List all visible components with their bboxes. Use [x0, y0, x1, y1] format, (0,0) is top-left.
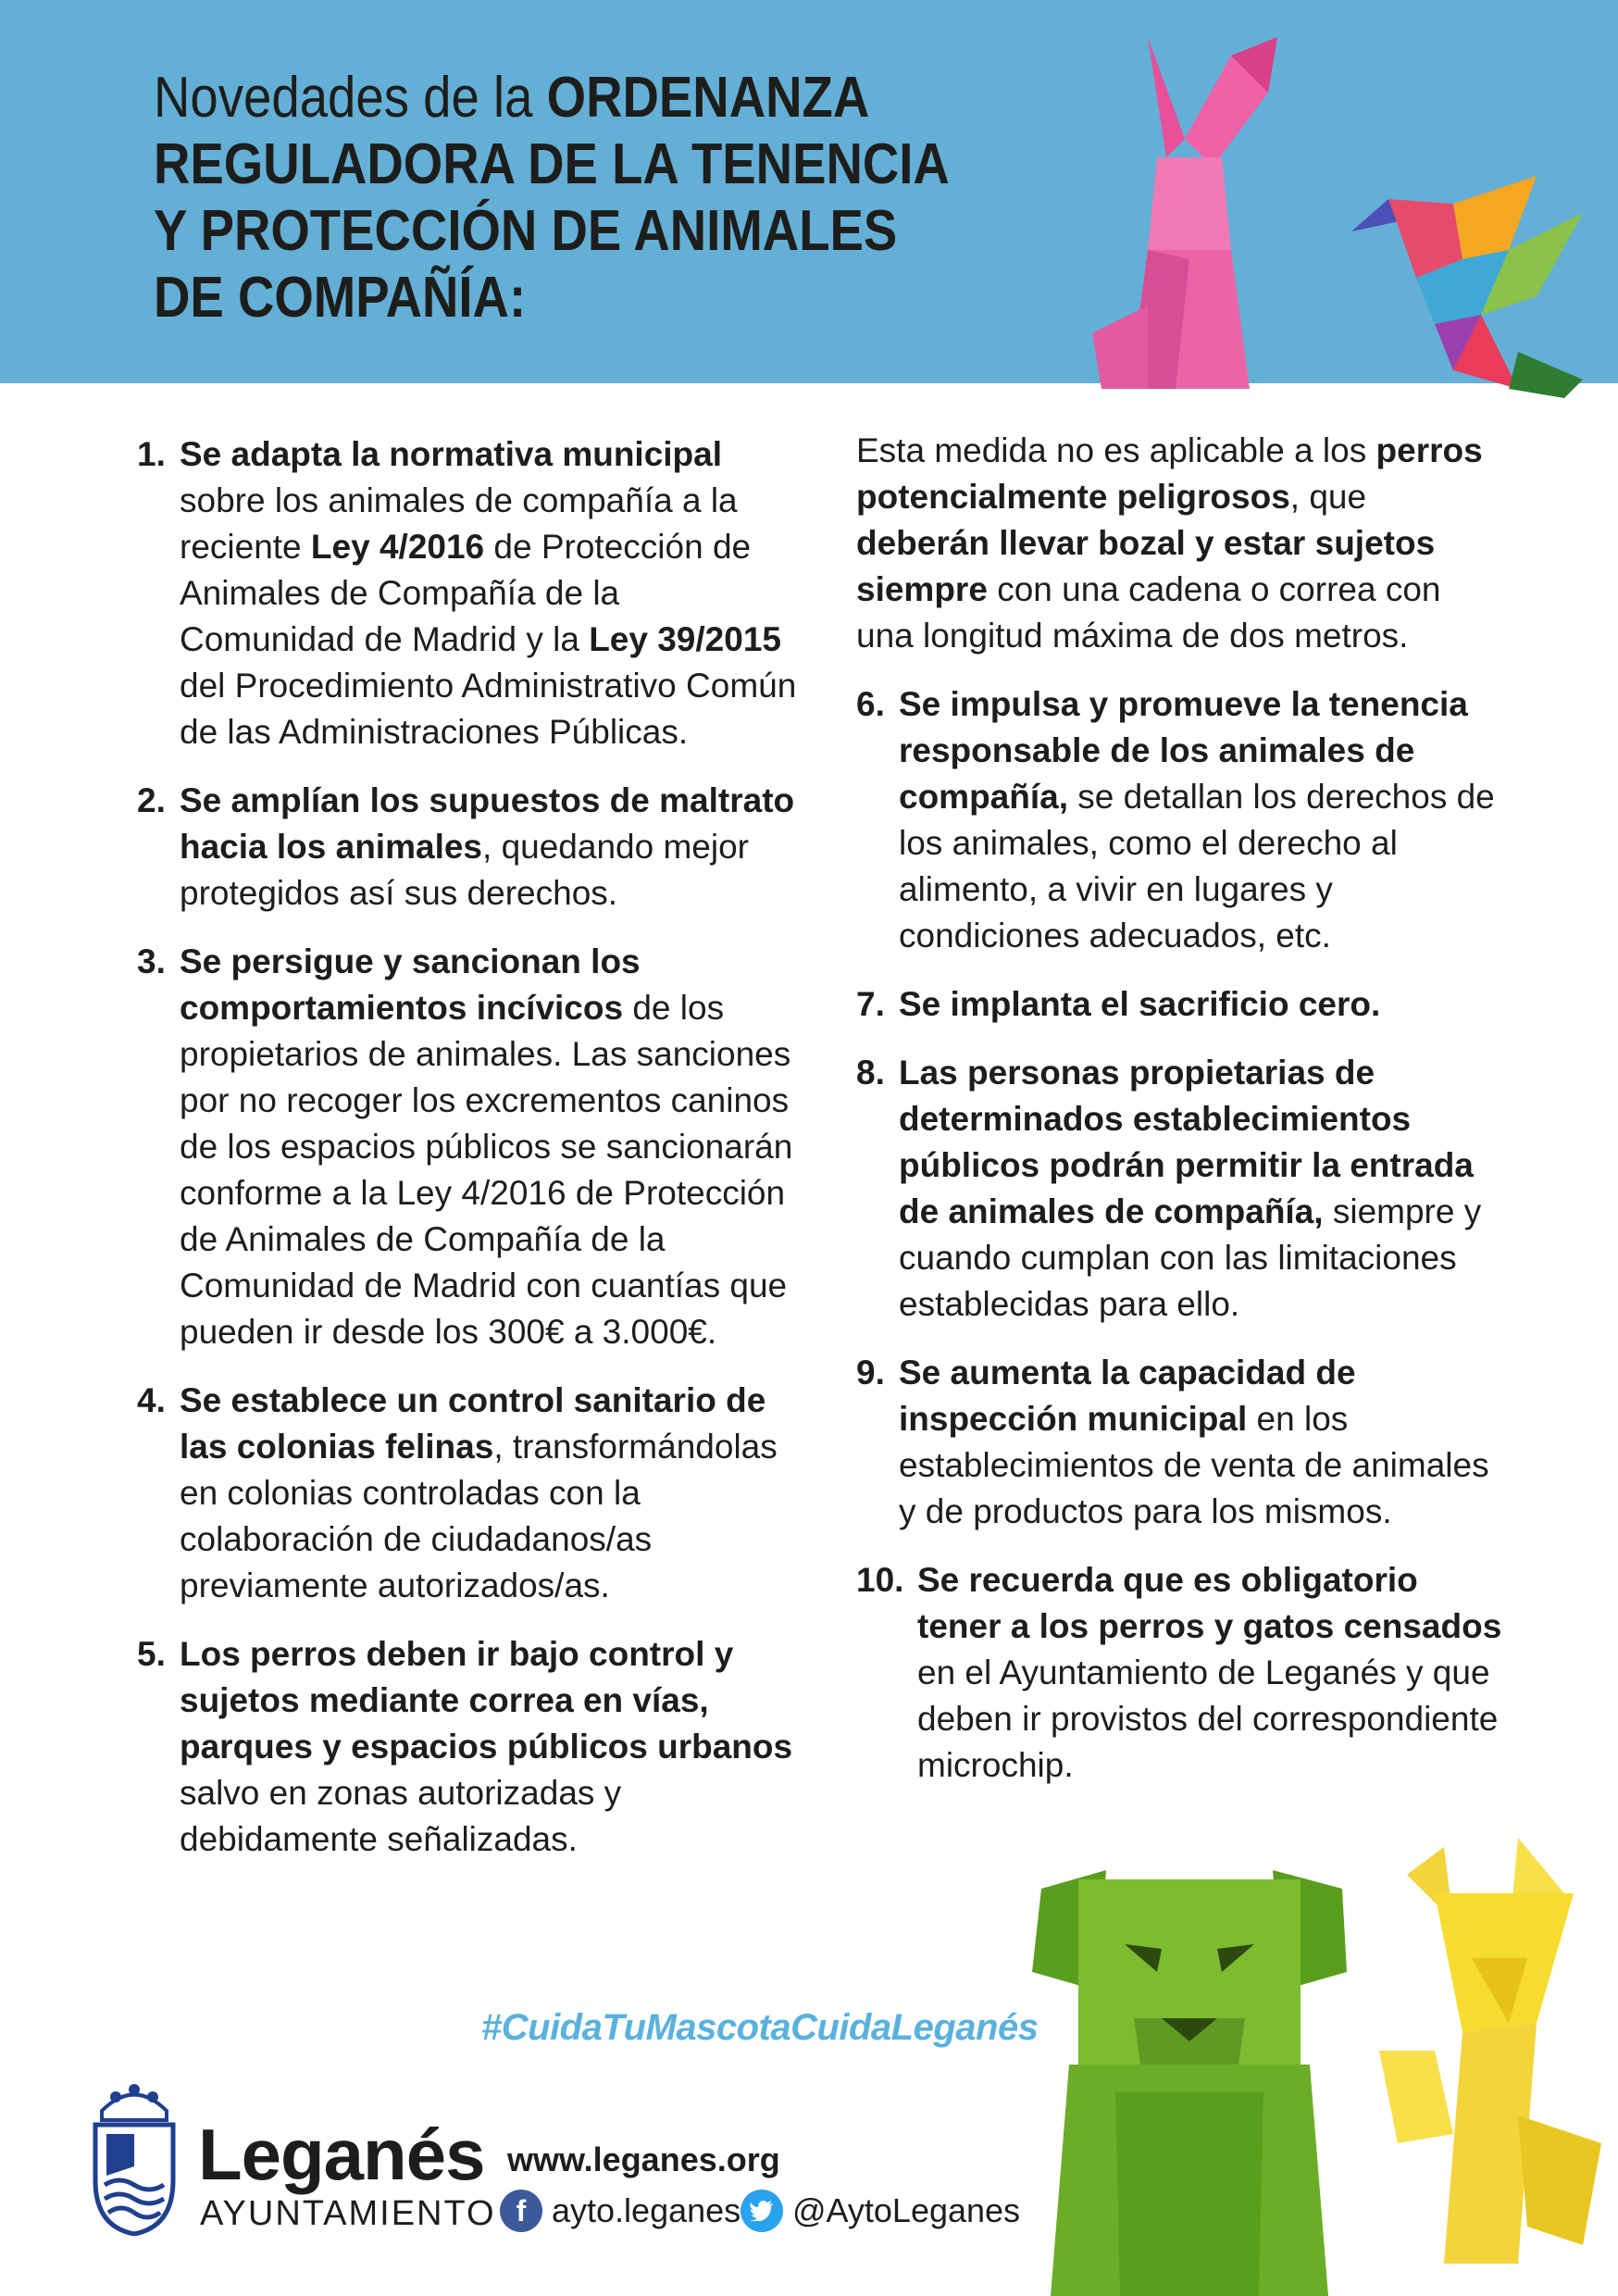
item-number: 3.: [137, 942, 166, 980]
facebook-handle: ayto.leganes: [552, 2191, 741, 2229]
item-5b-bold-a: perros potencialmente peligrosos: [856, 431, 1483, 516]
item-1-text-b: de Protección de Animales de Compañía de la Comunidad de Madrid y la: [180, 528, 752, 658]
list-item-4: [137, 1378, 803, 1609]
facebook-icon: f: [500, 2190, 542, 2232]
item-10-text: en el Ayuntamiento de Leganés y que deben ir provistos del correspondiente microchip.: [917, 1653, 1499, 1784]
twitter-link[interactable]: [741, 2190, 1020, 2232]
origami-bird-illustration: [1351, 176, 1592, 398]
item-1-bold-c: Ley 39/2015: [589, 620, 781, 658]
website-link[interactable]: www.leganes.org: [507, 2140, 780, 2178]
item-number: 6.: [856, 685, 885, 723]
list-item-5: [137, 1631, 803, 1863]
item-number: 5.: [137, 1635, 166, 1673]
list-item-2: [137, 778, 803, 917]
twitter-icon: [741, 2190, 783, 2232]
item-1-bold-b: Ley 4/2016: [310, 528, 485, 566]
list-item-8: [856, 1050, 1504, 1328]
left-column: [137, 431, 803, 1885]
title-line3: Y PROTECCIÓN DE ANIMALES: [154, 199, 898, 263]
item-1-text-c: del Procedimiento Administrativo Común de las Administraciones Públicas.: [180, 667, 797, 751]
item-5-bold: Los perros deben ir bajo control y sujetos mediante correa en vías, parques y espacios públicos urbanos: [180, 1635, 793, 1766]
item-9-text: en los establecimientos de venta de animales y de productos para los mismos.: [899, 1400, 1489, 1530]
item-4-bold: Se establece un control sanitario de las colonias felinas: [180, 1381, 766, 1466]
title-line1-normal: Novedades de la: [154, 66, 547, 130]
item-1-text-a: sobre los animales de compañía a la reciente: [180, 481, 738, 566]
item-6-bold: Se impulsa y promueve la tenencia responsable de los animales de compañía,: [899, 685, 1468, 816]
list-item-9: [856, 1350, 1504, 1535]
item-1-bold: Se adapta la normativa municipal: [180, 435, 723, 473]
brand-name: Leganés: [198, 2114, 485, 2195]
item-3-text: de los propietarios de animales. Las sanciones por no recoger los excrementos caninos de los espacios públicos se sancionarán conforme a la Ley 4/2016 de Protección de Animales de Compañía de la Comunidad de Madrid con cuantías que pueden ir desde los 300€ a 3.000€.: [180, 989, 793, 1351]
item-4-text: , transformándolas en colonias controladas con la colaboración de ciudadanos/as previamente autorizados/as.: [180, 1428, 778, 1604]
origami-cat-illustration: [1379, 1838, 1601, 2264]
list-item-3: [137, 939, 803, 1355]
header-banner: [0, 0, 1618, 383]
item-number: 4.: [137, 1381, 166, 1419]
facebook-link[interactable]: [500, 2190, 741, 2232]
list-item-10: [856, 1557, 1504, 1789]
item-number: 7.: [856, 985, 885, 1023]
list-item-7: [856, 981, 1504, 1028]
item-number: 1.: [137, 435, 166, 473]
item-3-bold: Se persigue y sancionan los comportamientos incívicos: [180, 942, 641, 1027]
twitter-handle: @AytoLeganes: [792, 2191, 1021, 2229]
item-7-bold: Se implanta el sacrificio cero.: [899, 985, 1381, 1023]
title-line4: DE COMPAÑÍA:: [154, 266, 527, 330]
origami-rabbit-illustration: [1092, 28, 1287, 398]
item-9-bold: Se aumenta la capacidad de inspección municipal: [899, 1354, 1356, 1438]
item-10-bold: Se recuerda que es obligatorio tener a los perros y gatos censados: [917, 1561, 1502, 1645]
list-item-5-continued: [840, 428, 1504, 659]
hashtag: #CuidaTuMascotaCuidaLeganés: [481, 2007, 1039, 2048]
brand-subtitle: AYUNTAMIENTO: [200, 2194, 496, 2233]
item-number: 8.: [856, 1054, 885, 1092]
page-title: [154, 65, 968, 331]
item-5b-text-a: Esta medida no es aplicable a los: [856, 431, 1376, 469]
item-5b-text-b: , que: [1289, 478, 1367, 516]
item-8-bold: Las personas propietarias de determinados establecimientos públicos podrán permitir la entrada de animales de compañía,: [899, 1054, 1474, 1230]
item-6-text: se detallan los derechos de los animales, como el derecho al alimento, a vivir en lugares y condiciones adecuados, etc.: [899, 778, 1495, 955]
origami-dog-illustration: [1023, 1861, 1356, 2296]
item-5-text: salvo en zonas autorizadas y debidamente señalizadas.: [180, 1774, 622, 1858]
item-5b-bold-b: deberán llevar bozal y estar sujetos siempre: [856, 524, 1436, 608]
item-number: 2.: [137, 781, 166, 819]
list-item-6: [856, 681, 1504, 959]
item-number: 10.: [856, 1561, 904, 1599]
title-line2: REGULADORA DE LA TENENCIA: [154, 132, 950, 196]
list-item-1: [137, 431, 803, 755]
item-8-text: siempre y cuando cumplan con las limitaciones establecidas para ello.: [899, 1192, 1482, 1323]
item-5b-text-c: con una cadena o correa con una longitud máxima de dos metros.: [856, 570, 1441, 655]
leganes-coat-of-arms-logo: [88, 2078, 180, 2236]
item-number: 9.: [856, 1354, 885, 1391]
item-2-bold: Se amplían los supuestos de maltrato hacia los animales: [180, 781, 795, 866]
title-line1-bold: ORDENANZA: [546, 66, 870, 130]
item-2-text: , quedando mejor protegidos así sus derechos.: [180, 828, 749, 912]
right-column: [856, 428, 1504, 1811]
